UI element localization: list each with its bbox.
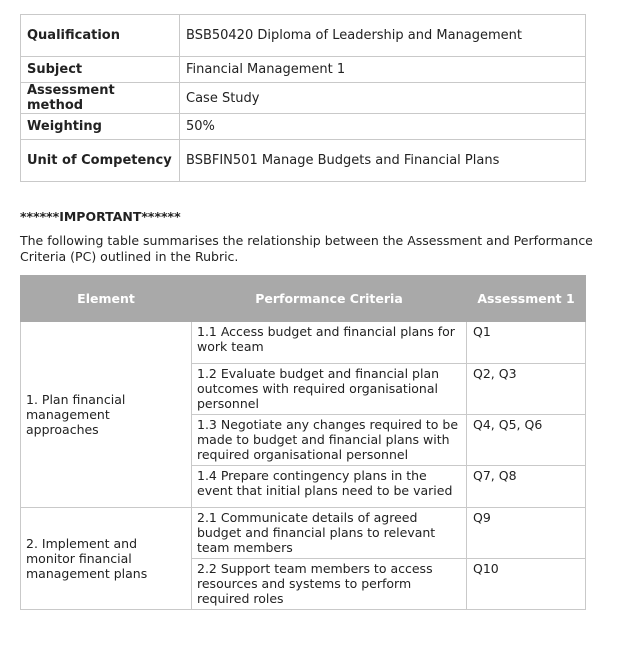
criteria-cell: 1.2 Evaluate budget and financial plan outcomes with required organisational personnel	[192, 364, 467, 415]
assessment-cell: Q9	[467, 508, 586, 559]
info-label: Assessment method	[21, 83, 180, 114]
intro-paragraph: The following table summarises the relationship between the Assessment and Performance Criteria (PC) outlined in the Rubric.	[20, 233, 593, 264]
mapping-table	[20, 275, 586, 610]
mapping-header-row	[21, 276, 586, 322]
table-row	[21, 508, 586, 559]
info-label: Subject	[21, 57, 180, 83]
info-row	[21, 57, 586, 83]
info-value: 50%	[180, 114, 586, 140]
course-info-table	[20, 14, 586, 182]
table-row	[21, 322, 586, 364]
info-value: Case Study	[180, 83, 586, 114]
info-row	[21, 15, 586, 57]
element-cell: 1. Plan financial management approaches	[21, 322, 192, 508]
element-cell: 2. Implement and monitor financial management plans	[21, 508, 192, 610]
criteria-cell: 1.4 Prepare contingency plans in the event that initial plans need to be varied	[192, 466, 467, 508]
info-value: BSB50420 Diploma of Leadership and Management	[180, 15, 586, 57]
criteria-cell: 2.2 Support team members to access resources and systems to perform required roles	[192, 559, 467, 610]
assessment-cell: Q7, Q8	[467, 466, 586, 508]
criteria-cell: 1.1 Access budget and financial plans for work team	[192, 322, 467, 364]
info-row	[21, 140, 586, 182]
info-value: Financial Management 1	[180, 57, 586, 83]
info-row	[21, 114, 586, 140]
info-label: Weighting	[21, 114, 180, 140]
info-value: BSBFIN501 Manage Budgets and Financial Plans	[180, 140, 586, 182]
info-row	[21, 83, 586, 114]
header-assessment: Assessment 1	[467, 276, 586, 322]
criteria-cell: 1.3 Negotiate any changes required to be made to budget and financial plans with required organisational personnel	[192, 415, 467, 466]
info-label: Qualification	[21, 15, 180, 57]
assessment-cell: Q10	[467, 559, 586, 610]
header-element: Element	[21, 276, 192, 322]
header-performance-criteria: Performance Criteria	[192, 276, 467, 322]
assessment-cell: Q1	[467, 322, 586, 364]
assessment-cell: Q2, Q3	[467, 364, 586, 415]
important-heading: ******IMPORTANT******	[20, 209, 181, 224]
criteria-cell: 2.1 Communicate details of agreed budget and financial plans to relevant team members	[192, 508, 467, 559]
info-label: Unit of Competency	[21, 140, 180, 182]
assessment-cell: Q4, Q5, Q6	[467, 415, 586, 466]
